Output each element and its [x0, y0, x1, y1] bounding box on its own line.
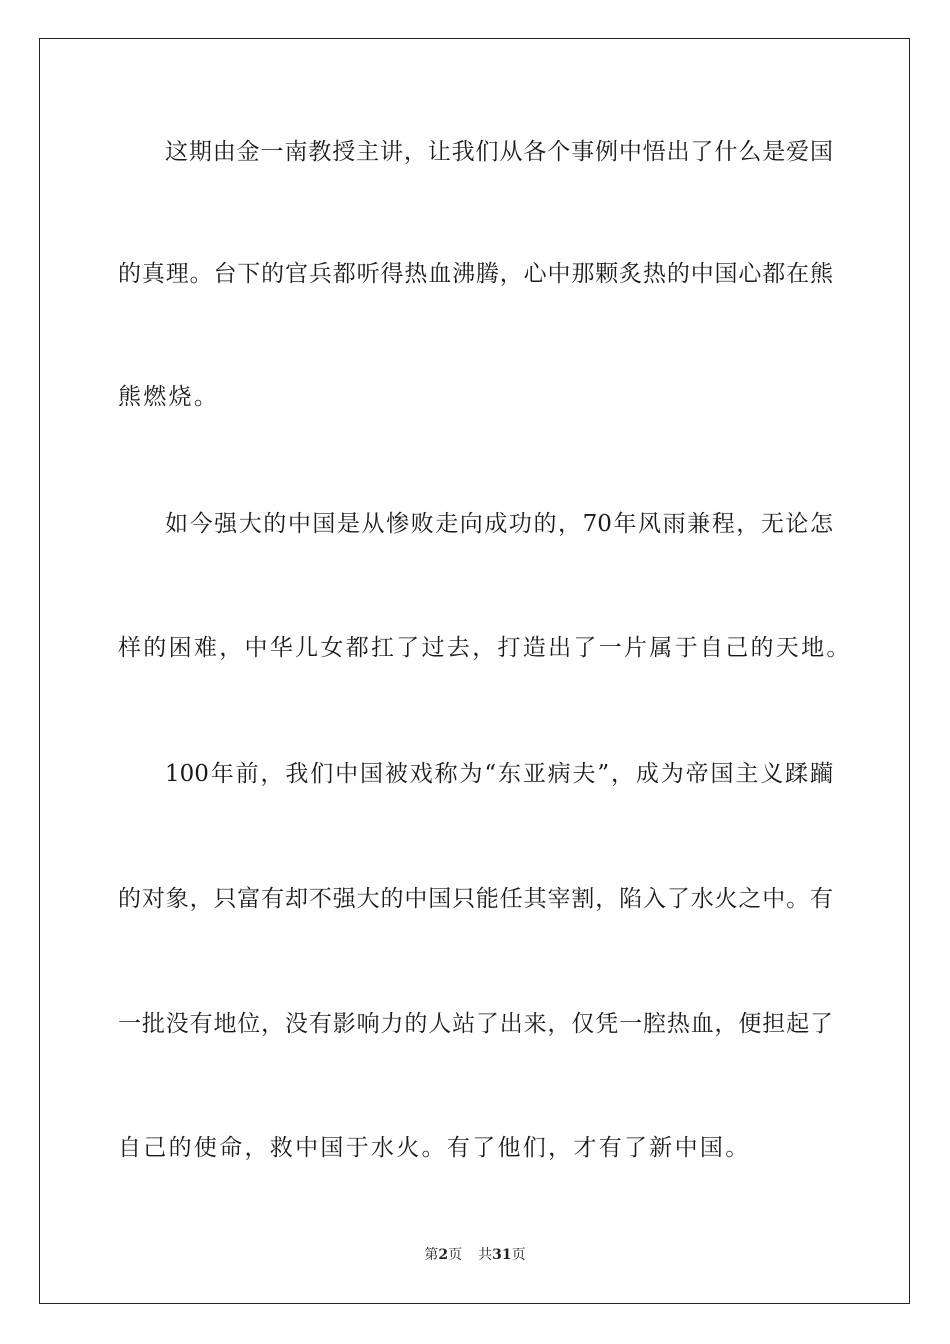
paragraph-3-line-2: 的对象，只富有却不强大的中国只能任其宰割，陷入了水火之中。有	[118, 886, 833, 912]
page-unit: 页	[448, 1247, 463, 1263]
paragraph-3-line-1: 100年前，我们中国被戏称为“东亚病夫”，成为帝国主义蹂躏	[165, 761, 833, 787]
paragraph-2-line-1: 如今强大的中国是从惨败走向成功的，70年风雨兼程，无论怎	[165, 511, 833, 537]
current-page-number: 2	[438, 1247, 449, 1263]
paragraph-3-line-3: 一批没有地位，没有影响力的人站了出来，仅凭一腔热血，便担起了	[118, 1011, 833, 1037]
total-prefix: 共	[478, 1247, 493, 1263]
page-prefix: 第	[424, 1247, 439, 1263]
paragraph-3-line-4: 自己的使命，救中国于水火。有了他们，才有了新中国。	[118, 1135, 751, 1161]
page-border	[39, 38, 910, 1304]
total-unit: 页	[511, 1247, 526, 1263]
paragraph-2-line-2: 样的困难，中华儿女都扛了过去，打造出了一片属于自己的天地。	[118, 635, 852, 661]
total-page-count: 31	[492, 1247, 512, 1263]
page-footer	[0, 1246, 950, 1264]
paragraph-1-line-2: 的真理。台下的官兵都听得热血沸腾，心中那颗炙热的中国心都在熊	[118, 261, 833, 287]
paragraph-1-line-3: 熊燃烧。	[118, 384, 220, 410]
paragraph-1-line-1: 这期由金一南教授主讲，让我们从各个事例中悟出了什么是爱国	[165, 139, 833, 165]
